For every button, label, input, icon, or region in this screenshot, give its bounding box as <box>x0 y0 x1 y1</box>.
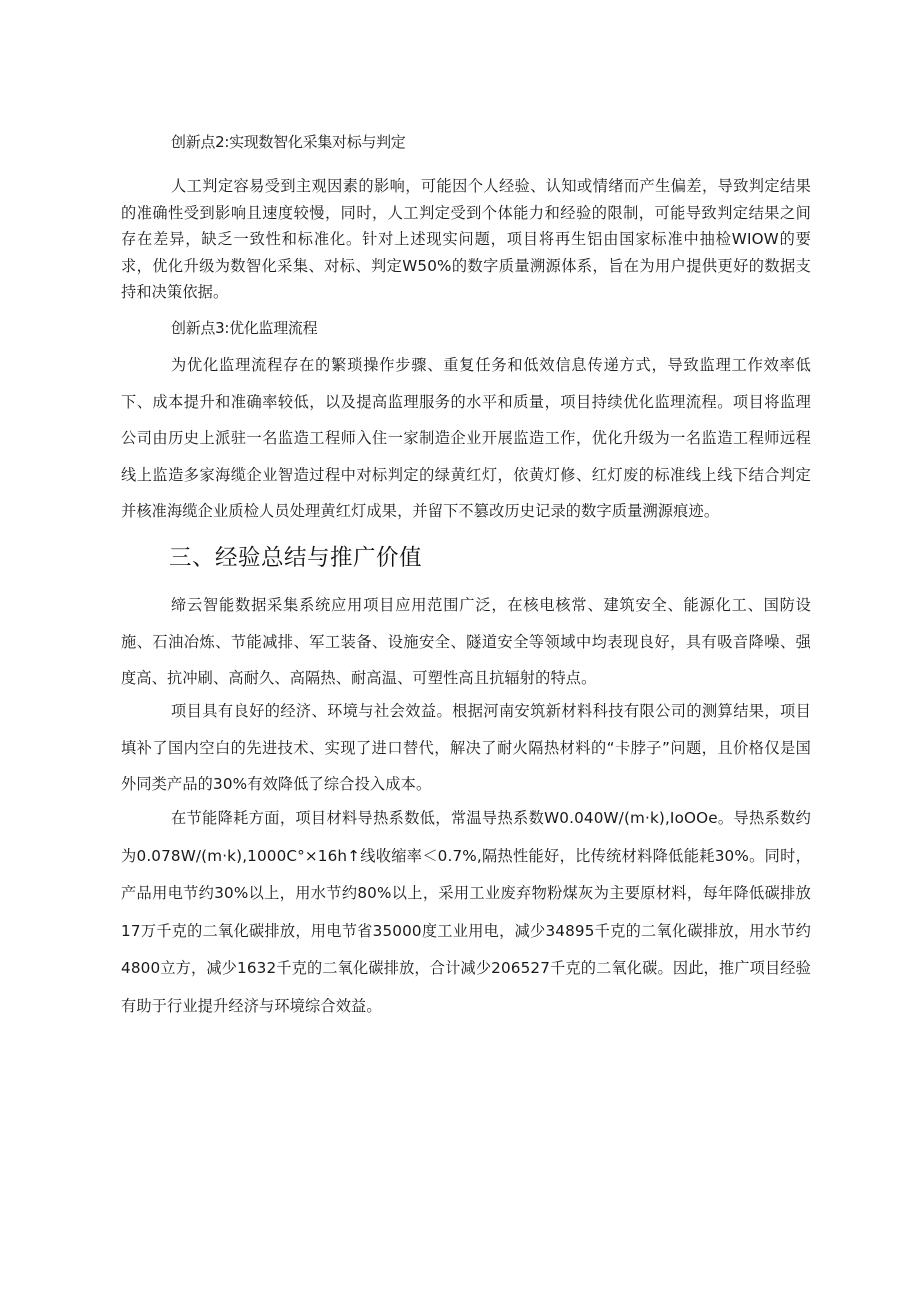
innovation-2-heading: 创新点2:实现数智化采集对标与判定 <box>171 133 406 151</box>
benefit-paragraph: 项目具有良好的经济、环境与社会效益。根据河南安筑新材料科技有限公司的测算结果，项目填补了国内空白的先进技术、实现了进口替代，解决了耐火隔热材料的“卡脖子”问题，且价格仅是国外同类产品的30%有效降低了综合投入成本。 <box>121 702 811 793</box>
section-title-experience-summary: 三、经验总结与推广价值 <box>169 545 423 571</box>
innovation-2-paragraph: 人工判定容易受到主观因素的影响，可能因个人经验、认知或情绪而产生偏差，导致判定结果的准确性受到影响且速度较慢，同时，人工判定受到个体能力和经验的限制，可能导致判定结果之间存在差异，缺乏一致性和标准化。针对上述现实问题，项目将再生铝由国家标准中抽检WIOW的要求，优化升级为数智化采集、对标、判定W50%的数字质量溯源体系，旨在为用户提供更好的数据支持和决策依据。 <box>121 177 811 301</box>
summary-paragraph: 缔云智能数据采集系统应用项目应用范围广泛，在核电核常、建筑安全、能源化工、国防设施、石油冶炼、节能减排、军工装备、设施安全、隧道安全等领域中均表现良好，具有吸音降噪、强度高、抗冲刷、高耐久、高隔热、耐高温、可塑性高且抗辐射的特点。 <box>121 596 811 687</box>
innovation-3-heading: 创新点3:优化监理流程 <box>171 319 318 337</box>
innovation-3-paragraph: 为优化监理流程存在的繁琐操作步骤、重复任务和低效信息传递方式，导致监理工作效率低下、成本提升和准确率较低，以及提高监理服务的水平和质量，项目持续优化监理流程。项目将监理公司由历史上派驻一名监造工程师入住一家制造企业开展监造工作，优化升级为一名监造工程师远程线上监造多家海缆企业智造过程中对标判定的绿黄红灯，依黄灯修、红灯废的标准线上线下结合判定并核准海缆企业质检人员处理黄红灯成果，并留下不篡改历史记录的数字质量溯源痕迹。 <box>121 356 811 520</box>
energy-saving-paragraph: 在节能降耗方面，项目材料导热系数低，常温导热系数W0.040W/(m·k),IoOOe。导热系数约为0.078W/(m·k),1000C°×16h↑线收缩率＜0.7%,隔热性能好，比传统材料降低能耗30%。同时，产品用电节约30%以上，用水节约80%以上，采用工业废弃物粉煤灰为主要原材料，每年降低碳排放17万千克的二氧化碳排放，用电节省35000度工业用电，减少34895千克的二氧化碳排放，用水节约4800立方，减少1632千克的二氧化碳排放，合计减少206527千克的二氧化碳。因此，推广项目经验有助于行业提升经济与环境综合效益。 <box>121 809 811 1015</box>
